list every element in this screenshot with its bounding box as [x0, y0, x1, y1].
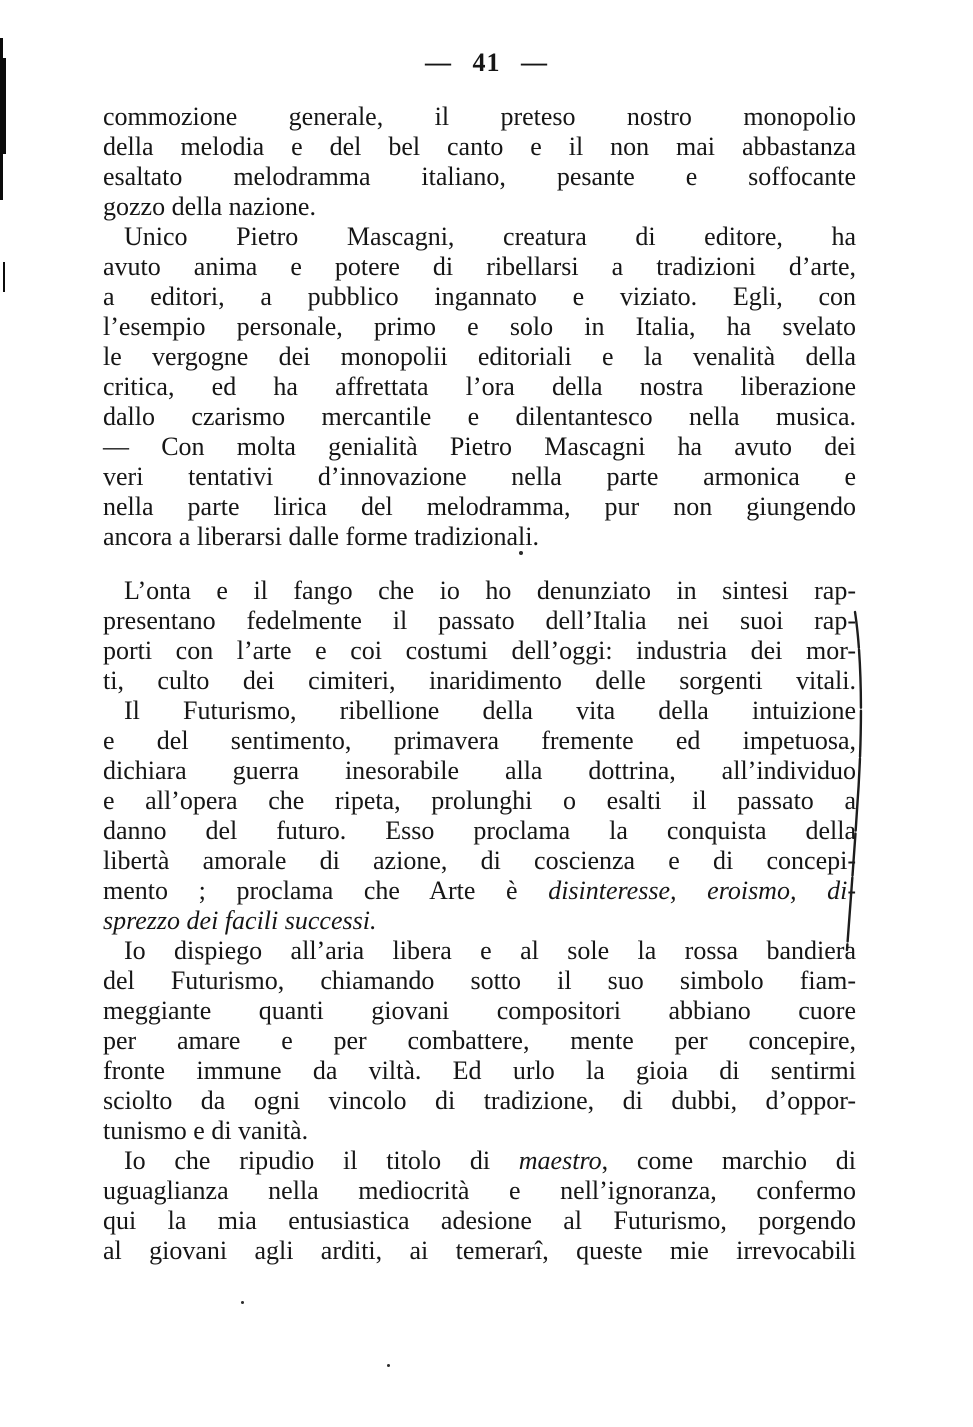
text-line [103, 876, 856, 906]
text-line [103, 576, 856, 606]
text-segment: presentano fedelmente il passato dell’Italia nei suoi rap- [103, 606, 856, 635]
text-segment: veri tentativi d’innovazione nella parte armonica e [103, 462, 856, 491]
scan-edge-artifact [3, 262, 5, 292]
text-segment: danno del futuro. Esso proclama la conquista della [103, 816, 856, 845]
text-line [103, 606, 856, 636]
paragraph [103, 576, 856, 696]
text-segment: qui la mia entusiastica adesione al Futurismo, porgendo [103, 1206, 856, 1235]
text-line [103, 1056, 856, 1086]
text-line [103, 1206, 856, 1236]
paragraph [103, 432, 856, 552]
italic-text-segment: sprezzo dei facili successi. [103, 906, 377, 935]
text-segment: al giovani agli arditi, ai temerarî, queste mie irrevocabili [103, 1236, 856, 1265]
text-line [103, 816, 856, 846]
text-line [103, 102, 856, 132]
text-line [103, 492, 856, 522]
text-line [103, 252, 856, 282]
scan-speck [387, 1364, 390, 1367]
text-line [103, 1086, 856, 1116]
text-segment: commozione generale, il preteso nostro monopolio [103, 102, 856, 131]
text-segment: fronte immune da viltà. Ed urlo la gioia di sentirmi [103, 1056, 856, 1085]
text-line [103, 786, 856, 816]
text-line [103, 966, 856, 996]
paragraph [103, 102, 856, 222]
text-line [103, 342, 856, 372]
text-segment: tunismo e di vanità. [103, 1116, 309, 1145]
text-segment: del Futurismo, chiamando sotto il suo simbolo fiam- [103, 966, 856, 995]
text-line [103, 522, 856, 552]
text-segment: le vergogne dei monopolii editoriali e la venalità della [103, 342, 856, 371]
text-line [103, 1236, 856, 1266]
text-segment: ti, culto dei cimiteri, inaridimento delle sorgenti vitali. [103, 666, 856, 695]
text-segment: L’onta e il fango che io ho denunziato in sintesi rap- [124, 576, 856, 605]
text-segment: e del sentimento, primavera fremente ed impetuosa, [103, 726, 856, 755]
text-segment: Unico Pietro Mascagni, creatura di editore, ha [124, 222, 856, 251]
text-line [103, 132, 856, 162]
text-segment: uguaglianza nella mediocrità e nell’ignoranza, confermo [103, 1176, 856, 1205]
paragraph [103, 936, 856, 1146]
text-line [103, 726, 856, 756]
paragraph [103, 222, 856, 432]
text-line [103, 372, 856, 402]
text-line [103, 162, 856, 192]
text-line [103, 906, 856, 936]
page-number: — 41 — [425, 48, 548, 77]
text-segment: l’esempio personale, primo e solo in Italia, ha svelato [103, 312, 856, 341]
text-segment: critica, ed ha affrettata l’ora della nostra liberazione [103, 372, 856, 401]
text-line [103, 696, 856, 726]
text-segment: ancora a liberarsi dalle forme tradizionali. [103, 522, 540, 551]
text-segment: a editori, a pubblico ingannato e viziato. Egli, con [103, 282, 856, 311]
text-line [103, 996, 856, 1026]
text-line [103, 756, 856, 786]
scan-speck [241, 1301, 244, 1304]
text-segment: Io che ripudio il titolo di [124, 1146, 519, 1175]
text-line [103, 1116, 856, 1146]
text-line [103, 666, 856, 696]
text-line [103, 402, 856, 432]
text-segment: esaltato melodramma italiano, pesante e soffocante [103, 162, 856, 191]
paragraph [103, 1146, 856, 1266]
text-column [103, 102, 856, 1266]
text-segment: Il Futurismo, ribellione della vita della intuizione [124, 696, 856, 725]
paragraph [103, 696, 856, 936]
text-segment: Io dispiego all’aria libera e al sole la rossa bandiera [124, 936, 856, 965]
text-line [103, 222, 856, 252]
text-line [103, 1176, 856, 1206]
italic-text-segment: maestro [518, 1146, 602, 1175]
text-line [103, 636, 856, 666]
text-line [103, 462, 856, 492]
text-segment: dichiara guerra inesorabile alla dottrina, all’individuo [103, 756, 856, 785]
text-segment: meggiante quanti giovani compositori abbiano cuore [103, 996, 856, 1025]
text-segment: della melodia e del bel canto e il non mai abbastanza [103, 132, 856, 161]
text-line [103, 1146, 856, 1176]
text-segment: dallo czarismo mercantile e dilentantesco nella musica. [103, 402, 856, 431]
text-segment: avuto anima e potere di ribellarsi a tradizioni d’arte, [103, 252, 856, 281]
text-segment: sciolto da ogni vincolo di tradizione, di dubbi, d’oppor- [103, 1086, 856, 1115]
text-segment: mento ; proclama che Arte è [103, 876, 549, 905]
italic-text-segment: disinteresse, eroismo, di- [548, 876, 856, 905]
text-line [103, 312, 856, 342]
text-segment: , come marchio di [601, 1146, 856, 1175]
text-line [103, 192, 856, 222]
text-segment: nella parte lirica del melodramma, pur non giungendo [103, 492, 856, 521]
text-segment: porti con l’arte e coi costumi dell’oggi: industria dei mor- [103, 636, 856, 665]
text-segment: e all’opera che ripeta, prolunghi o esalti il passato a [103, 786, 856, 815]
scan-speck [519, 551, 523, 555]
margin-annotation-line [838, 600, 870, 962]
text-line [103, 282, 856, 312]
text-segment: per amare e per combattere, mente per concepire, [103, 1026, 856, 1055]
text-segment: — Con molta genialità Pietro Mascagni ha avuto dei [103, 432, 856, 461]
text-line [103, 1026, 856, 1056]
text-line [103, 846, 856, 876]
text-line [103, 936, 856, 966]
text-segment: gozzo della nazione. [103, 192, 316, 221]
text-segment: libertà amorale di azione, di coscienza e di concepi- [103, 846, 856, 875]
text-line [103, 432, 856, 462]
